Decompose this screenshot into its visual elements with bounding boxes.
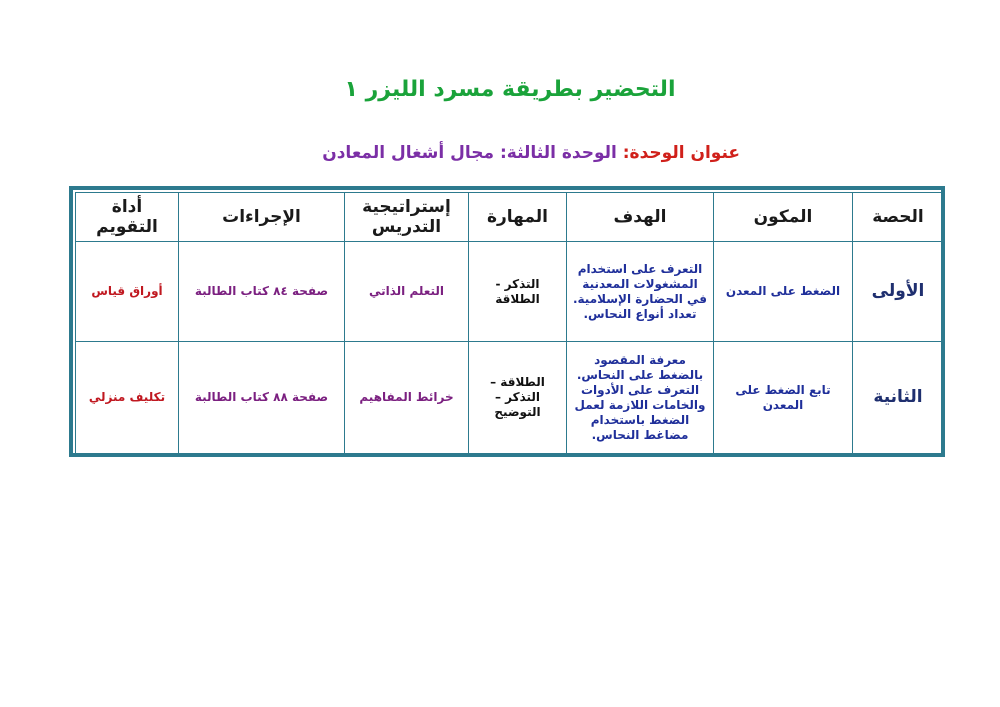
cell-component: تابع الضغط على المعدن xyxy=(714,342,853,454)
cell-session: الأولى xyxy=(853,242,944,342)
header-component: المكون xyxy=(714,193,853,242)
page-title: التحضير بطريقة مسرد الليزر ١ xyxy=(344,77,676,102)
header-skill: المهارة xyxy=(469,193,567,242)
cell-skill: الطلاقة – التذكر – التوضيح xyxy=(469,342,567,454)
table-row xyxy=(76,342,944,454)
unit-title-value: الوحدة الثالثة: مجال أشغال المعادن xyxy=(322,143,617,163)
cell-procedures: صفحة ٨٨ كتاب الطالبة xyxy=(179,342,345,454)
cell-component: الضغط على المعدن xyxy=(714,242,853,342)
cell-session: الثانية xyxy=(853,342,944,454)
cell-strategy: التعلم الذاتي xyxy=(345,242,469,342)
cell-strategy: خرائط المفاهيم xyxy=(345,342,469,454)
header-assessment: أداة التقويم xyxy=(76,193,179,242)
unit-title xyxy=(220,136,740,170)
cell-goal: التعرف على استخدام المشغولات المعدنية في الحضارة الإسلامية. تعداد أنواع النحاس. xyxy=(567,242,714,342)
header-strategy: إستراتيجية التدريس xyxy=(345,193,469,242)
lesson-plan-table-frame xyxy=(69,186,945,457)
header-goal: الهدف xyxy=(567,193,714,242)
cell-assessment: أوراق قياس xyxy=(76,242,179,342)
table-row xyxy=(76,242,944,342)
cell-assessment: تكليف منزلي xyxy=(76,342,179,454)
cell-procedures: صفحة ٨٤ كتاب الطالبة xyxy=(179,242,345,342)
table-header-row xyxy=(76,193,944,242)
header-procedures: الإجراءات xyxy=(179,193,345,242)
unit-title-label: عنوان الوحدة: xyxy=(622,143,740,163)
cell-skill: التذكر - الطلاقة xyxy=(469,242,567,342)
lesson-plan-table xyxy=(75,192,944,454)
header-session: الحصة xyxy=(853,193,944,242)
cell-goal: معرفة المقصود بالضغط على النحاس. التعرف على الأدوات والخامات اللازمة لعمل الضغط باستخدام مضاغط النحاس. xyxy=(567,342,714,454)
